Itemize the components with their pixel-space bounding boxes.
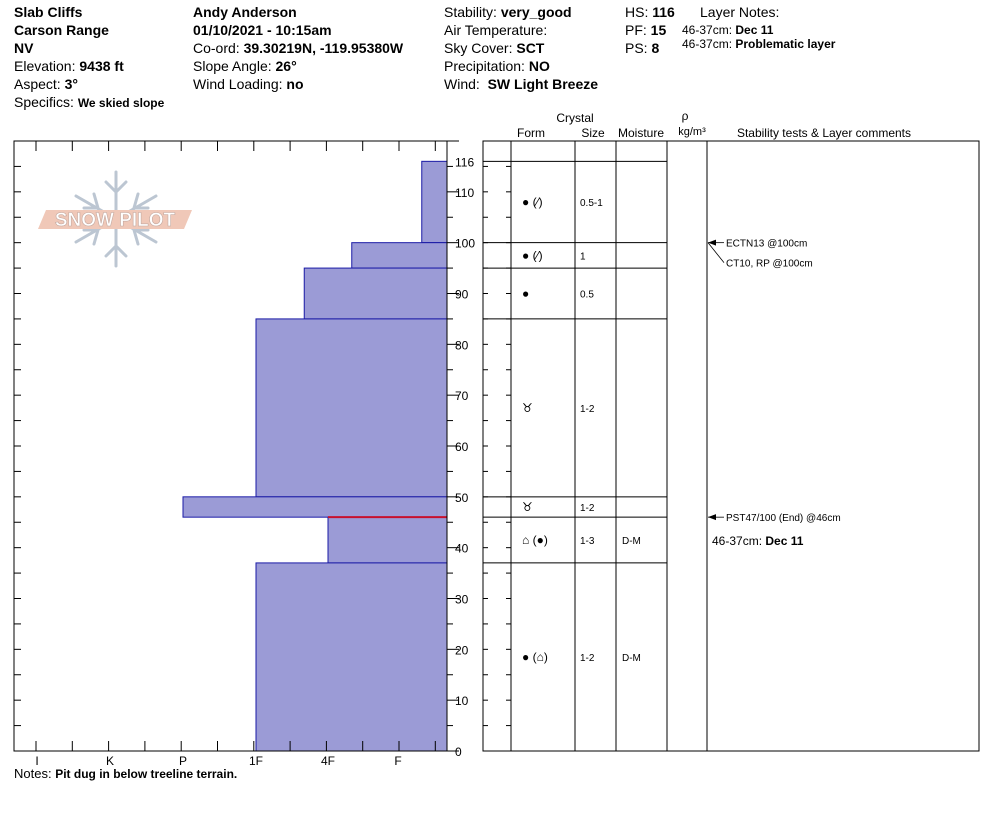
moisture-header: Moisture [617, 126, 665, 140]
hardness-label: K [105, 754, 115, 768]
height-label: 100 [455, 236, 476, 251]
grain-size-value: 0.5 [580, 289, 594, 301]
height-label: 10 [455, 694, 469, 709]
wind-label: Wind: [444, 76, 480, 92]
coord-label: Co-ord: [193, 40, 240, 56]
hardness-bar [256, 563, 447, 751]
height-label: 70 [455, 389, 469, 404]
observer-name: Andy Anderson [193, 4, 297, 20]
stability-label: Stability: [444, 4, 497, 20]
location-name: Slab Cliffs [14, 4, 83, 20]
specifics-label: Specifics: [14, 94, 74, 110]
rho-header: ρ [681, 109, 689, 123]
notes-text: Pit dug in below treeline terrain. [55, 767, 238, 781]
stability-test-label: PST47/100 (End) @46cm [726, 513, 841, 525]
grain-form-symbol: ● (⌂) [522, 649, 548, 664]
specifics-value: We skied slope [77, 96, 165, 110]
hs-value: 116 [652, 4, 675, 20]
layer-note: 46-37cm: Problematic layer [682, 37, 836, 51]
notes [14, 766, 237, 781]
air-temp-label: Air Temperature: [444, 22, 548, 38]
moisture-value: D-M [622, 536, 641, 548]
layer-notes-title: Layer Notes: [700, 4, 780, 20]
grain-form-symbol: ● (⁄) [522, 248, 543, 263]
height-label: 0 [455, 745, 462, 759]
form-header: Form [517, 126, 545, 140]
range-name: Carson Range [14, 22, 109, 38]
height-label: 40 [455, 541, 469, 556]
snowpilot-logo [38, 172, 192, 266]
hardness-label: 1F [248, 754, 264, 768]
height-label: 110 [455, 185, 475, 200]
grain-form-symbol: ♉ [522, 400, 533, 415]
pf-label: PF: [625, 22, 647, 38]
logo-text: SNOW PILOT [54, 210, 176, 231]
state-name: NV [14, 40, 34, 56]
sky-value: SCT [516, 40, 545, 56]
hardness-bar [352, 243, 447, 268]
hardness-bar [328, 517, 447, 563]
elevation-value: 9438 ft [79, 58, 124, 74]
wind-loading-label: Wind Loading: [193, 76, 283, 92]
grain-size-value: 1-2 [580, 503, 595, 514]
grain-size-value: 0.5-1 [580, 198, 603, 209]
test-pointer-arrow [708, 514, 716, 520]
height-label: 90 [455, 287, 469, 302]
precip-value: NO [528, 58, 550, 74]
coord-value: 39.30219N, -119.95380W [243, 40, 404, 56]
height-label: 116 [455, 155, 475, 170]
precip-label: Precipitation: [444, 58, 525, 74]
stability-tests-header: Stability tests & Layer comments [736, 126, 912, 140]
grain-size-value: 1-2 [580, 403, 595, 415]
hardness-bar [422, 161, 447, 242]
crystal-header: Crystal [556, 111, 594, 125]
hardness-label: I [35, 754, 39, 768]
hardness-bar [304, 268, 447, 319]
ps-value: 8 [651, 40, 660, 56]
aspect-value: 3° [64, 76, 78, 92]
hardness-label: F [394, 754, 402, 768]
grain-size-value: 1 [580, 251, 586, 263]
observation-datetime: 01/10/2021 - 10:15am [193, 22, 332, 38]
hardness-bar [183, 497, 447, 517]
moisture-value: D-M [622, 652, 641, 664]
hardness-label: P [178, 754, 188, 768]
hardness-bar [256, 319, 447, 497]
grain-size-value: 1-2 [580, 652, 595, 664]
elevation-label: Elevation: [14, 58, 76, 74]
hs-label: HS: [625, 4, 649, 20]
slope-label: Slope Angle: [193, 58, 272, 74]
aspect-label: Aspect: [14, 76, 61, 92]
layer-note: 46-37cm: Dec 11 [682, 23, 774, 37]
height-label: 80 [455, 338, 469, 353]
pf-value: 15 [650, 22, 667, 38]
stability-test-label: ECTN13 @100cm [726, 238, 808, 250]
layer-table-frame [483, 141, 979, 751]
slope-value: 26° [275, 58, 297, 74]
grain-form-symbol: ⌂ (●) [522, 533, 548, 548]
wind-loading-value: no [286, 76, 304, 92]
wind-value: SW Light Breeze [487, 76, 599, 92]
height-label: 30 [455, 592, 469, 607]
ps-label: PS: [625, 40, 648, 56]
grain-size-value: 1-3 [580, 536, 595, 548]
height-label: 50 [455, 490, 469, 505]
hardness-label: 4F [320, 754, 336, 768]
layer-comment: 46-37cm: Dec 11 [712, 534, 804, 549]
size-header: Size [581, 126, 605, 140]
density-header: kg/m³ [678, 126, 706, 138]
stability-test-label: CT10, RP @100cm [726, 258, 813, 270]
height-label: 20 [455, 643, 469, 658]
sky-label: Sky Cover: [444, 40, 513, 56]
stability-value: very_good [500, 4, 572, 20]
notes-label: Notes: [14, 766, 52, 781]
height-label: 60 [455, 440, 469, 454]
grain-form-symbol: ● (⁄) [522, 195, 543, 209]
grain-form-symbol: ● [522, 286, 530, 301]
grain-form-symbol: ♉ [522, 500, 533, 514]
